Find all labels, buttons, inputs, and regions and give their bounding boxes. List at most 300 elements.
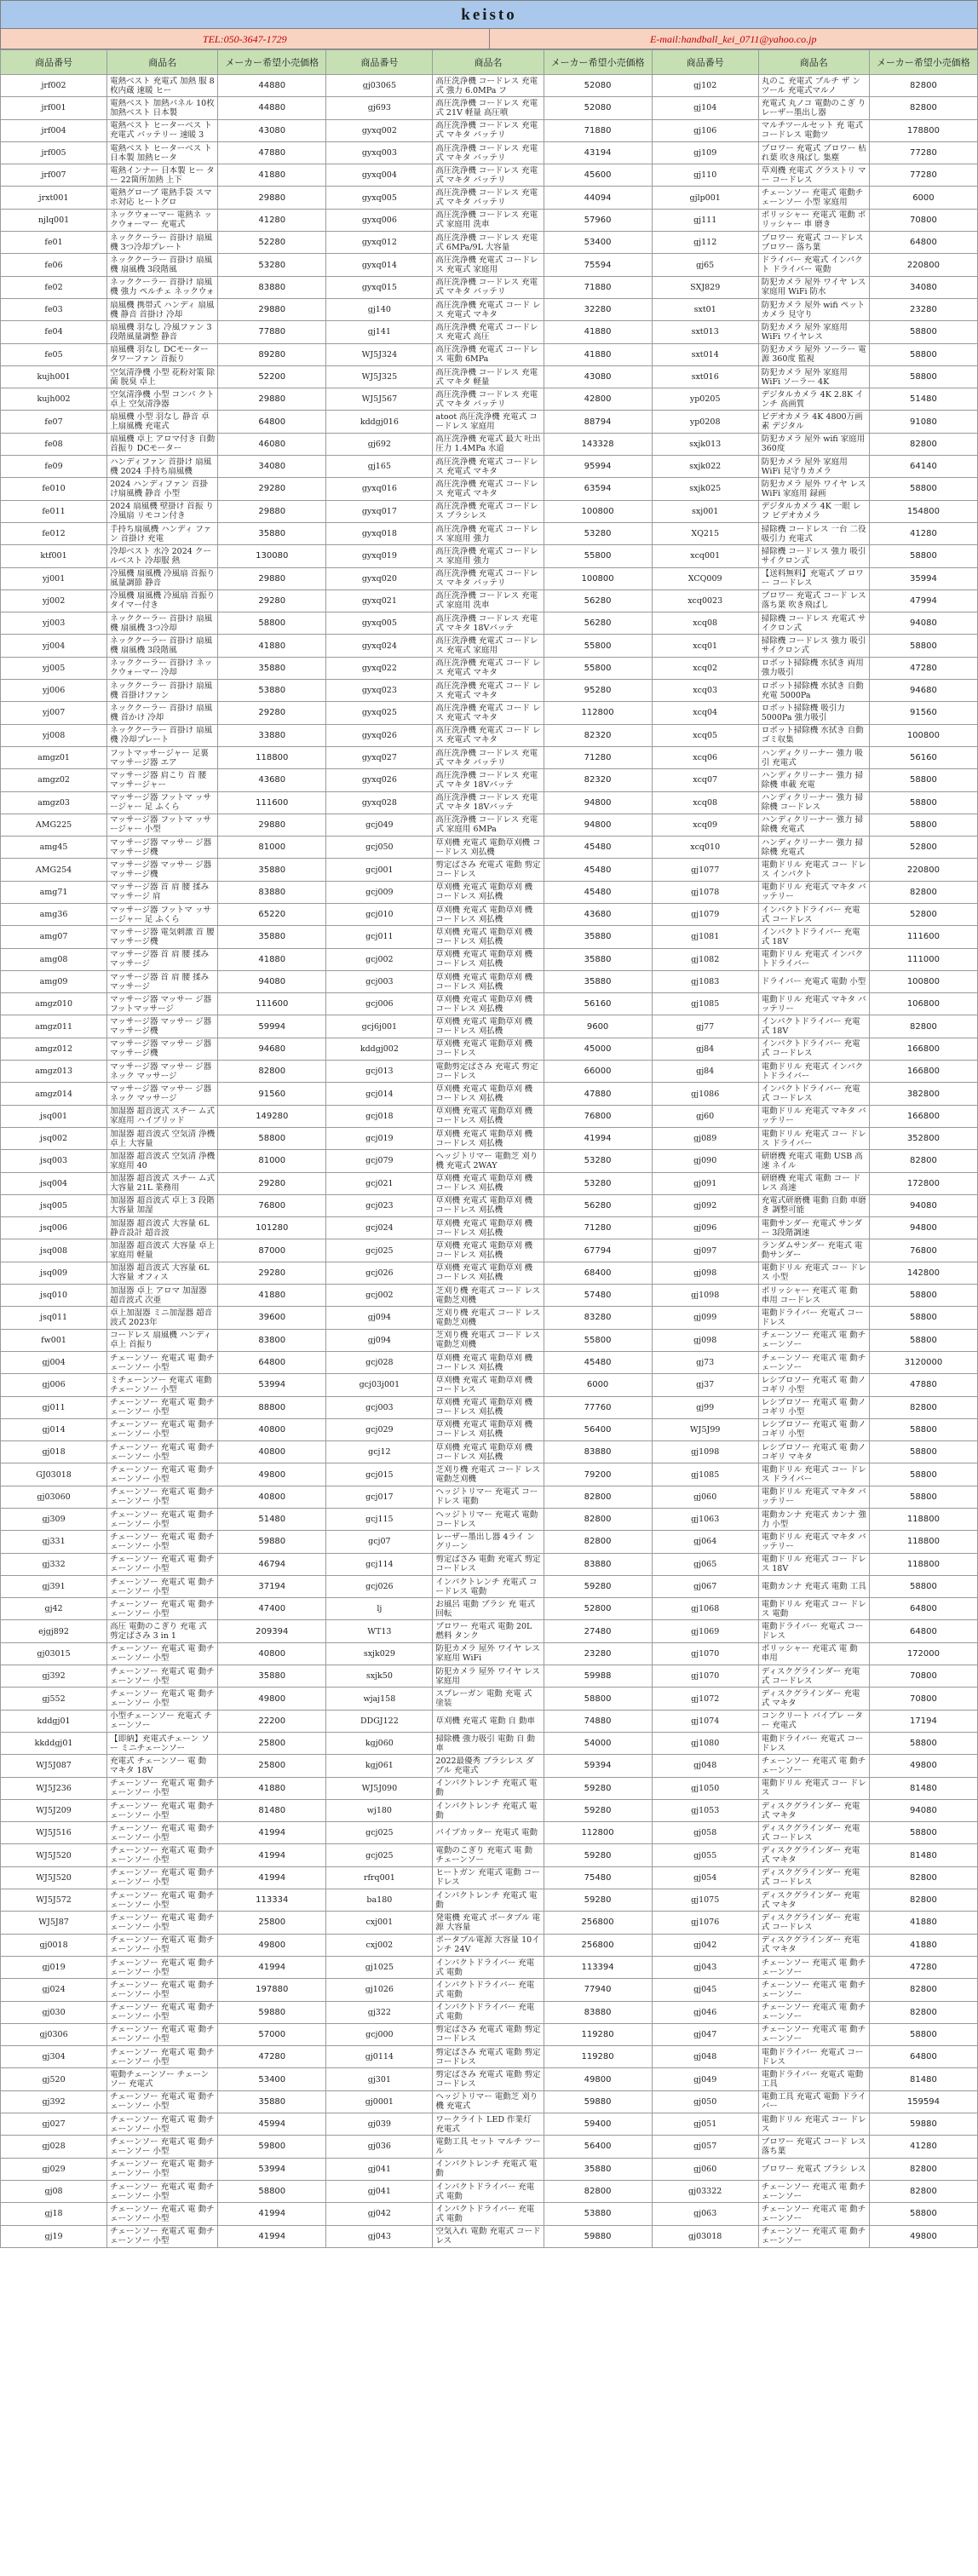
- cell-code: gj004: [1, 1351, 107, 1373]
- cell-code: gj102: [652, 75, 758, 97]
- cell-price: 45480: [544, 881, 652, 903]
- cell-code: gj42: [1, 1598, 107, 1620]
- cell-name: [758, 276, 869, 298]
- cell-name: [758, 1351, 869, 1373]
- product-name-text: チェーンソー 充電式 電 動チェーンソー 小型: [110, 2136, 215, 2156]
- cell-name: [758, 1239, 869, 1262]
- cell-code: gyxq014: [326, 254, 433, 276]
- cell-name: [758, 859, 869, 881]
- cell-name: [758, 1061, 869, 1083]
- product-name-text: ワークライト LED 作業灯 充電式: [435, 2114, 532, 2134]
- cell-price: 82800: [869, 97, 977, 119]
- cell-code: gj1072: [652, 1688, 758, 1710]
- cell-price: 53280: [544, 1172, 652, 1194]
- table-row: [1, 1956, 978, 1978]
- cell-name: [758, 1329, 869, 1351]
- cell-price: 47280: [218, 2046, 326, 2068]
- cell-code: gj140: [326, 298, 433, 320]
- product-table: [0, 49, 978, 2248]
- cell-price: 44094: [544, 187, 652, 209]
- table-row: [1, 276, 978, 298]
- product-name-text: ブロワー 充電式 電動 20L 燃料 タンク: [435, 1622, 532, 1642]
- cell-name: [107, 433, 218, 455]
- cell-name: [107, 2090, 218, 2113]
- product-name-text: 防犯カメラ 屋外 ワイヤ レス 家庭用 WiFi 防水: [761, 278, 866, 297]
- cell-name: [758, 1642, 869, 1665]
- cell-code: WJ5J090: [326, 1777, 433, 1799]
- cell-price: 59880: [218, 2001, 326, 2023]
- cell-name: [433, 612, 544, 635]
- product-name-text: 電熱ベスト 加熱パネル 10枚 加熱ベスト 日本製: [110, 98, 215, 118]
- cell-code: gj097: [652, 1239, 758, 1262]
- table-row: [1, 746, 978, 768]
- cell-price: 81480: [218, 1799, 326, 1821]
- product-name-text: ネッククーラー 首掛け 扇風機 扇風機 3段階風: [110, 636, 213, 656]
- cell-code: gj1063: [652, 1509, 758, 1531]
- cell-name: [107, 1262, 218, 1284]
- product-name-text: マッサージ器 肩こり 首 腰 マッサージャー: [110, 770, 207, 790]
- product-name-text: チェーンソー 充電式 電 動チェーンソー 小型: [110, 1442, 215, 1462]
- cell-name: [433, 411, 544, 433]
- cell-code: gj141: [326, 321, 433, 343]
- email-address[interactable]: E-mail:handball_kei_0711@yahoo.co.jp: [490, 29, 978, 49]
- table-row: [1, 1732, 978, 1754]
- cell-price: 172800: [869, 1172, 977, 1194]
- cell-code: gj304: [1, 2046, 107, 2068]
- product-name-text: マッサージ器 首 肩 腰 揉み マッサージ 肩: [110, 883, 210, 902]
- table-row: [1, 635, 978, 657]
- cell-name: [433, 1956, 544, 1978]
- cell-code: gj046: [652, 2001, 758, 2023]
- cell-name: [758, 881, 869, 903]
- product-name-text: 草刈機 充電式 グラストリ マー コードレス: [761, 165, 866, 185]
- product-name-text: 草刈機 充電式 電動草刈 機 コードレス 刈払機: [435, 1442, 532, 1462]
- product-name-text: 電熱ベスト ヒーターベス ト 充電式 バッテリー 速暖 3: [110, 121, 212, 141]
- cell-name: [758, 1732, 869, 1754]
- cell-name: [107, 2225, 218, 2247]
- cell-name: [433, 75, 544, 97]
- cell-price: 29880: [218, 500, 326, 522]
- cell-price: 35880: [218, 1665, 326, 1688]
- cell-name: [758, 1575, 869, 1597]
- cell-price: 68400: [544, 1262, 652, 1284]
- cell-code: yj003: [1, 612, 107, 635]
- cell-name: [433, 680, 544, 702]
- cell-name: [433, 1912, 544, 1934]
- table-row: [1, 993, 978, 1015]
- product-name-text: 高圧洗浄機 充電式 コードレス 家庭用 強力: [435, 546, 538, 566]
- product-name-text: 加湿器 超音波式 スチー ム式 家庭用 ハイブリッド: [110, 1107, 215, 1126]
- cell-name: [758, 1665, 869, 1688]
- cell-name: [758, 2136, 869, 2158]
- cell-price: 58800: [869, 321, 977, 343]
- product-name-text: 小型チェーンソー 充電式 チェーンソー: [110, 1711, 212, 1731]
- product-name-text: ポータブル電源 大容量 10インチ 24V: [435, 1935, 540, 1955]
- product-name-text: 加湿器 超音波式 空気清 浄機 卓上 大容量: [110, 1129, 216, 1148]
- cell-price: 82800: [869, 1979, 977, 2001]
- cell-name: [758, 1509, 869, 1531]
- cell-price: 82800: [869, 1150, 977, 1172]
- cell-code: jrf004: [1, 119, 107, 141]
- cell-price: 64800: [869, 2046, 977, 2068]
- cell-code: gj036: [326, 2136, 433, 2158]
- product-name-text: 高圧洗浄機 充電式 コードレス 充電式 マキタ: [435, 457, 538, 476]
- product-name-text: 高圧洗浄機 コードレス 充電式 マキタ バッテリ: [435, 143, 538, 163]
- cell-name: [433, 187, 544, 209]
- product-name-text: 電動サンダー 充電式 サンダー 3段階調速: [761, 1218, 863, 1238]
- cell-price: 82800: [544, 1486, 652, 1508]
- table-row: [1, 1463, 978, 1486]
- cell-code: gj1078: [652, 881, 758, 903]
- cell-name: [433, 903, 544, 925]
- product-name-text: チェーンソー 充電式 電 動チェーンソー 小型: [110, 1912, 215, 1932]
- cell-code: gj050: [652, 2090, 758, 2113]
- cell-code: ba180: [326, 1889, 433, 1912]
- cell-code: gcj028: [326, 1351, 433, 1373]
- cell-name: [107, 1463, 218, 1486]
- product-name-text: 草刈機 充電式 電動草刈機 コードレス 刈払機: [435, 837, 541, 857]
- cell-name: [107, 1889, 218, 1912]
- table-row: [1, 1844, 978, 1866]
- cell-code: gj110: [652, 164, 758, 187]
- cell-code: gj165: [326, 456, 433, 478]
- product-name-text: 草刈機 充電式 電動草刈 機 コードレス 刈払機: [435, 972, 532, 992]
- product-name-text: マッサージ器 首 肩 腰 揉み マッサージ: [110, 950, 210, 969]
- cell-code: fe010: [1, 478, 107, 500]
- cell-price: 27480: [544, 1620, 652, 1642]
- table-row: [1, 1486, 978, 1508]
- cell-name: [433, 2023, 544, 2045]
- cell-name: [433, 2068, 544, 2090]
- cell-code: gj091: [652, 1172, 758, 1194]
- cell-name: [433, 2090, 544, 2113]
- cell-name: [107, 1531, 218, 1553]
- cell-name: [107, 97, 218, 119]
- cell-code: gj1069: [652, 1620, 758, 1642]
- cell-name: [107, 343, 218, 365]
- cell-code: njlq001: [1, 209, 107, 231]
- cell-code: WT13: [326, 1620, 433, 1642]
- cell-name: [433, 657, 544, 679]
- table-row: [1, 1351, 978, 1373]
- cell-price: 43080: [544, 365, 652, 388]
- product-name-text: ポリッシャー 充電式 電 動 車用 コードレス: [761, 1285, 858, 1305]
- cell-price: 82320: [544, 769, 652, 791]
- cell-price: 35880: [218, 657, 326, 679]
- product-name-text: ネッククーラー 首掛け 扇風機 強力 ペルチェ ネックウォ: [110, 278, 215, 297]
- cell-name: [107, 814, 218, 836]
- cell-price: 53280: [218, 254, 326, 276]
- cell-price: 118800: [869, 1509, 977, 1531]
- cell-code: gj332: [1, 1553, 107, 1575]
- phone-number: TEL:050-3647-1729: [1, 29, 490, 49]
- cell-price: 43194: [544, 141, 652, 164]
- cell-price: 51480: [869, 388, 977, 411]
- cell-code: sxt016: [652, 365, 758, 388]
- product-name-text: ドライバー 充電式 電動 小型: [761, 977, 866, 987]
- product-name-text: 高圧洗浄機 充電式 最大 吐出圧力 1.4MPa 水道: [435, 434, 541, 454]
- header-name-1: 商品名: [107, 50, 218, 75]
- cell-name: [758, 254, 869, 276]
- table-row: [1, 1822, 978, 1844]
- cell-code: amg71: [1, 881, 107, 903]
- cell-name: [107, 1418, 218, 1440]
- product-name-text: 電動ドリル 充電式 インパクトドライバー: [761, 950, 864, 969]
- cell-code: gj048: [652, 1755, 758, 1777]
- cell-name: [758, 433, 869, 455]
- product-name-text: 加湿器 超音波式 卓上 3 段階 大容量 加湿: [110, 1196, 215, 1216]
- cell-name: [433, 1822, 544, 1844]
- cell-price: 256800: [544, 1934, 652, 1956]
- cell-price: 40800: [218, 1486, 326, 1508]
- cell-code: gj37: [652, 1374, 758, 1396]
- product-name-text: 防犯カメラ 屋外 ソーラー 電源 360度 監視: [761, 345, 866, 365]
- header-name-2: 商品名: [433, 50, 544, 75]
- cell-name: [433, 1553, 544, 1575]
- cell-code: gj1080: [652, 1732, 758, 1754]
- cell-code: fe03: [1, 298, 107, 320]
- product-name-text: ディスクグラインダー 充電式 マキタ: [761, 1935, 860, 1955]
- product-name-text: 加湿器 超音波式 スチー ム式 大容量 21L 業務用: [110, 1174, 215, 1193]
- cell-code: fe07: [1, 411, 107, 433]
- product-name-text: インパクトドライバー 充電式 コードレス: [761, 1039, 860, 1059]
- cell-code: gj045: [652, 1979, 758, 2001]
- cell-price: 45480: [544, 1351, 652, 1373]
- cell-price: 111600: [869, 926, 977, 948]
- cell-price: 35880: [544, 926, 652, 948]
- cell-name: [433, 1598, 544, 1620]
- product-name-text: チェーンソー 充電式 電 動チェーンソー: [761, 1958, 866, 1977]
- cell-price: 32280: [544, 298, 652, 320]
- product-name-text: チェーンソー 充電式 電 動チェーンソー 小型: [110, 1890, 215, 1910]
- cell-price: 52200: [218, 365, 326, 388]
- cell-price: 58800: [869, 769, 977, 791]
- cell-code: gj019: [1, 1956, 107, 1978]
- table-row: [1, 1665, 978, 1688]
- table-row: [1, 2203, 978, 2225]
- cell-name: [107, 1799, 218, 1821]
- cell-code: gyxq024: [326, 635, 433, 657]
- table-row: [1, 2225, 978, 2247]
- product-name-text: ヘッジトリマー 電動芝 刈り機 充電式 2WAY: [435, 1151, 538, 1170]
- cell-price: 71280: [544, 746, 652, 768]
- cell-name: [758, 1083, 869, 1105]
- table-row: [1, 254, 978, 276]
- cell-price: 41280: [218, 209, 326, 231]
- table-row: [1, 1105, 978, 1127]
- product-name-text: チェーンソー 充電式 電 動チェーンソー 小型: [110, 1577, 215, 1596]
- table-row: [1, 926, 978, 948]
- cell-name: [107, 1912, 218, 1934]
- cell-code: gcj025: [326, 1844, 433, 1866]
- cell-price: 58800: [218, 2180, 326, 2202]
- table-row: [1, 1194, 978, 1216]
- cell-name: [107, 1105, 218, 1127]
- product-name-text: 研磨機 充電式 電動 コー ドレス 高速: [761, 1174, 861, 1193]
- cell-price: 59880: [544, 2090, 652, 2113]
- cell-price: 143328: [544, 433, 652, 455]
- cell-price: 77280: [869, 164, 977, 187]
- table-row: [1, 2158, 978, 2180]
- cell-name: [758, 746, 869, 768]
- cell-name: [758, 1822, 869, 1844]
- cell-price: 76800: [218, 1194, 326, 1216]
- cell-price: 58800: [869, 2203, 977, 2225]
- product-name-text: インパクトドライバー 充電式 電動: [435, 1958, 535, 1977]
- cell-name: [758, 2090, 869, 2113]
- cell-name: [758, 2113, 869, 2136]
- cell-price: 35880: [218, 859, 326, 881]
- product-name-text: 高圧洗浄機 コードレス 充電式 マキタ バッテリ: [435, 748, 538, 768]
- cell-name: [433, 589, 544, 612]
- product-name-text: マッサージ器 マッサー ジ器 マッサージ機: [110, 1017, 212, 1037]
- cell-price: 94680: [869, 680, 977, 702]
- product-name-text: 防犯カメラ 屋外 家庭用 WiFi 見守りカメラ: [761, 457, 848, 476]
- cell-code: gj03065: [326, 75, 433, 97]
- product-name-text: 高圧洗浄機 コードレス 充電式 マキタ バッテリ: [435, 121, 538, 141]
- cell-name: [758, 1105, 869, 1127]
- product-name-text: 防犯カメラ 屋外 wifi ペットカメラ 見守り: [761, 300, 866, 319]
- table-row: [1, 1127, 978, 1149]
- cell-name: [433, 746, 544, 768]
- table-row: [1, 859, 978, 881]
- cell-price: 82800: [869, 1866, 977, 1889]
- cell-price: 40800: [218, 1642, 326, 1665]
- cell-code: kujh002: [1, 388, 107, 411]
- cell-code: gj106: [652, 119, 758, 141]
- cell-name: [107, 411, 218, 433]
- product-name-text: 電動ドリル 充電式 コー ドレス: [761, 2114, 866, 2134]
- cell-name: [107, 1642, 218, 1665]
- cell-price: 44880: [218, 97, 326, 119]
- table-row: [1, 545, 978, 567]
- cell-price: 52080: [544, 75, 652, 97]
- cell-code: xcq05: [652, 724, 758, 746]
- cell-name: [758, 903, 869, 925]
- cell-name: [433, 1038, 544, 1060]
- product-name-text: 電動ドライバー 充電式 電動 工具: [761, 2070, 864, 2090]
- cell-code: gj03015: [1, 1642, 107, 1665]
- cell-code: cxj002: [326, 1934, 433, 1956]
- cell-code: gj027: [1, 2113, 107, 2136]
- cell-price: 83880: [218, 881, 326, 903]
- cell-name: [107, 187, 218, 209]
- cell-price: 29280: [218, 1262, 326, 1284]
- product-name-text: 冷風機 扇風機 冷風扇 首振り タイマー付き: [110, 591, 216, 611]
- cell-code: gj1085: [652, 993, 758, 1015]
- cell-code: gj03322: [652, 2180, 758, 2202]
- table-header-row: [1, 50, 978, 75]
- cell-code: amgz012: [1, 1038, 107, 1060]
- cell-price: 66000: [544, 1061, 652, 1083]
- cell-price: 58800: [869, 1486, 977, 1508]
- product-name-text: スプレーガン 電動 充電 式 塗装: [435, 1689, 532, 1709]
- cell-name: [433, 1777, 544, 1799]
- cell-name: [107, 1172, 218, 1194]
- cell-name: [433, 814, 544, 836]
- cell-name: [107, 2113, 218, 2136]
- cell-code: gj043: [652, 1956, 758, 1978]
- cell-code: gj1026: [326, 1979, 433, 2001]
- cell-name: [107, 232, 218, 254]
- product-name-text: ディスクグラインダー 充電式 コードレス: [761, 1912, 860, 1932]
- product-name-text: ブロワー 充電式 ブラシ レス: [761, 2164, 866, 2174]
- cell-code: jrf001: [1, 97, 107, 119]
- cell-price: 118800: [869, 1531, 977, 1553]
- cell-price: 67794: [544, 1239, 652, 1262]
- product-name-text: 扇風機 携帯式 ハンディ 扇風機 静音 首掛け 冷却: [110, 300, 215, 319]
- cell-code: gcj12: [326, 1441, 433, 1463]
- cell-price: 91560: [218, 1083, 326, 1105]
- product-name-text: 掃除機 コードレス 強力 吸引 サイクロン式: [761, 636, 866, 656]
- cell-code: sxt013: [652, 321, 758, 343]
- cell-price: 64800: [218, 1351, 326, 1373]
- cell-price: 41880: [218, 948, 326, 970]
- product-name-text: 電動ドリル 充電式 コー ドレス ドライバー: [761, 1465, 866, 1485]
- product-name-text: インパクトドライバー 充電式 18V: [761, 927, 860, 946]
- product-name-text: ディスクグラインダー 充電式 コードレス: [761, 1666, 860, 1686]
- product-name-text: 高圧 電動のこぎり 充電 式 剪定ばさみ 3 in 1: [110, 1622, 207, 1642]
- cell-price: 47880: [544, 1083, 652, 1105]
- product-name-text: レーザー墨出し器 4ライ ン グリーン: [435, 1532, 535, 1551]
- cell-price: 100800: [544, 567, 652, 589]
- product-name-text: 防犯カメラ 屋外 ワイヤ レス 家庭用 WiFi: [435, 1644, 540, 1664]
- product-name-text: チェーンソー 充電式 電 動チェーンソー 小型: [110, 1958, 215, 1977]
- product-name-text: 高圧洗浄機 充電式 コードレス ブラシレス: [435, 502, 538, 521]
- cell-name: [433, 276, 544, 298]
- cell-code: xcq08: [652, 791, 758, 814]
- product-name-text: 電動ドリル 充電式 マキタ バッテリー: [761, 1107, 866, 1126]
- cell-code: WJ5J567: [326, 388, 433, 411]
- product-name-text: 防犯カメラ 屋外 ワイヤ レス 家庭用: [435, 1666, 540, 1686]
- cell-name: [758, 456, 869, 478]
- cell-name: [107, 545, 218, 567]
- cell-code: gcj115: [326, 1509, 433, 1531]
- cell-code: amgz02: [1, 769, 107, 791]
- table-row: [1, 1217, 978, 1239]
- product-name-text: 掃除機 コードレス 一台 二役 吸引力 充電式: [761, 524, 866, 543]
- product-name-text: チェーンソー 充電式 電 動チェーンソー 小型: [110, 1644, 215, 1664]
- cell-code: gj065: [652, 1553, 758, 1575]
- table-row: [1, 1755, 978, 1777]
- product-name-text: ハンディクリーナー 強力 吸引 充電式: [761, 748, 863, 768]
- product-name-text: インパクトレンチ 充電式 電動: [435, 1890, 538, 1910]
- cell-code: gcj003: [326, 970, 433, 992]
- cell-price: 94800: [869, 1217, 977, 1239]
- cell-price: 43680: [218, 769, 326, 791]
- cell-name: [433, 388, 544, 411]
- cell-price: 142800: [869, 1262, 977, 1284]
- table-row: [1, 791, 978, 814]
- product-name-text: 電動ドリル 充電式 コー ドレス ドライバー: [761, 1129, 866, 1148]
- cell-name: [107, 1732, 218, 1754]
- cell-price: 58800: [869, 1732, 977, 1754]
- product-name-text: ディスクグラインダー 充電式 マキタ: [761, 1846, 860, 1866]
- cell-code: SXJ829: [652, 276, 758, 298]
- product-name-text: 草刈機 充電式 電動草刈 機 コードレス 刈払機: [435, 950, 532, 969]
- cell-price: 82800: [869, 75, 977, 97]
- cell-price: 58800: [218, 1127, 326, 1149]
- cell-name: [758, 612, 869, 635]
- cell-price: 34080: [869, 276, 977, 298]
- cell-price: 47880: [218, 141, 326, 164]
- cell-name: [433, 769, 544, 791]
- cell-price: 119280: [544, 2023, 652, 2045]
- product-name-text: 掃除機 強力吸引 電動 自 動車: [435, 1734, 535, 1753]
- product-name-text: マッサージ器 マッサー ジ器 マッサージ機: [110, 1039, 212, 1059]
- table-row: [1, 321, 978, 343]
- cell-code: gcj011: [326, 926, 433, 948]
